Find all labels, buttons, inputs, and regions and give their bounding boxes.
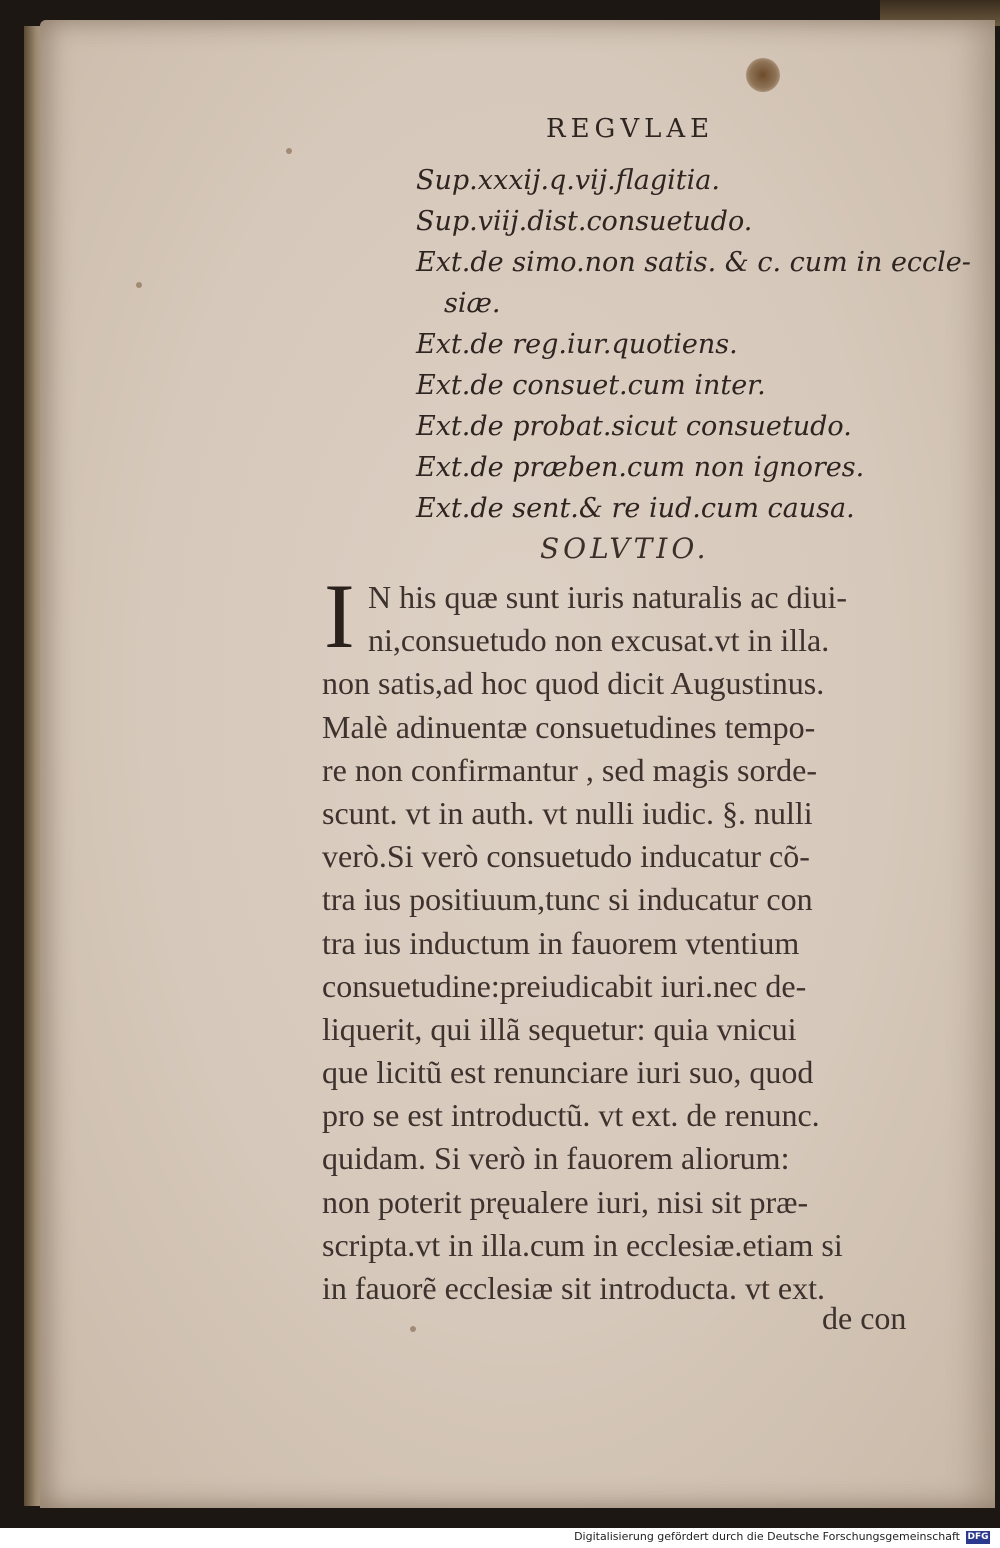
reference-line: Ext.de sent.& re iud.cum causa. bbox=[416, 493, 855, 524]
paper-spot bbox=[286, 148, 292, 154]
body-text bbox=[322, 576, 942, 1310]
reference-line: Ext.de probat.sicut consuetudo. bbox=[416, 411, 852, 442]
funding-credit: Digitalisierung gefördert durch die Deutsche Forschungsgemeinschaft bbox=[574, 1530, 960, 1543]
ink-stain bbox=[746, 58, 780, 92]
footer-bar bbox=[0, 1528, 1000, 1548]
body-line: scunt. vt in auth. vt nulli iudic. §. nulli bbox=[322, 794, 813, 831]
body-line: re non confirmantur , sed magis sorde- bbox=[322, 751, 817, 788]
body-line: tra ius positiuum,tunc si inducatur con bbox=[322, 881, 813, 918]
body-line: non poterit pręualere iuri, nisi sit præ- bbox=[322, 1183, 809, 1220]
reference-line: Ext.de reg.iur.quotiens. bbox=[416, 329, 738, 360]
body-line: N his quæ sunt iuris naturalis ac diui- bbox=[368, 579, 848, 615]
body-line: liquerit, qui illã sequetur: quia vnicui bbox=[322, 1010, 797, 1047]
body-line: Malè adinuentæ consuetudines tempo- bbox=[322, 708, 816, 745]
body-line: verò.Si verò consuetudo inducatur cõ- bbox=[322, 838, 810, 875]
reference-line: Sup.xxxij.q.vij.flagitia. bbox=[416, 165, 720, 196]
body-line: non satis,ad hoc quod dicit Augustinus. bbox=[322, 665, 825, 702]
section-heading: SOLVTIO. bbox=[540, 532, 710, 565]
reference-line: Ext.de simo.non satis. & c. cum in eccle- bbox=[416, 247, 971, 278]
body-line: tra ius inductum in fauorem vtentium bbox=[322, 924, 800, 961]
dfg-logo-icon: DFG bbox=[967, 1532, 989, 1542]
paper-spot bbox=[136, 282, 142, 288]
drop-cap: I bbox=[324, 565, 355, 667]
running-head: REGVLAE bbox=[546, 114, 715, 144]
paper-spot bbox=[410, 1326, 416, 1332]
reference-line: Ext.de præben.cum non ignores. bbox=[416, 452, 865, 483]
catchword: de con bbox=[822, 1300, 907, 1336]
body-line: in fauorẽ ecclesiæ sit introducta. vt ext. bbox=[322, 1270, 825, 1306]
body-line: consuetudine:preiudicabit iuri.nec de- bbox=[322, 967, 807, 1004]
reference-line: Ext.de consuet.cum inter. bbox=[416, 370, 766, 401]
body-line: que licitũ est renunciare iuri suo, quod bbox=[322, 1054, 814, 1091]
reference-line: Sup.viij.dist.consuetudo. bbox=[416, 206, 753, 237]
reference-line: siæ. bbox=[444, 288, 501, 319]
body-line: pro se est introductũ. vt ext. de renunc. bbox=[322, 1097, 820, 1134]
reference-list bbox=[416, 160, 976, 529]
body-line: scripta.vt in illa.cum in ecclesiæ.etiam si bbox=[322, 1226, 843, 1263]
body-line: quidam. Si verò in fauorem aliorum: bbox=[322, 1140, 790, 1177]
body-line: ni,consuetudo non excusat.vt in illa. bbox=[368, 622, 830, 659]
